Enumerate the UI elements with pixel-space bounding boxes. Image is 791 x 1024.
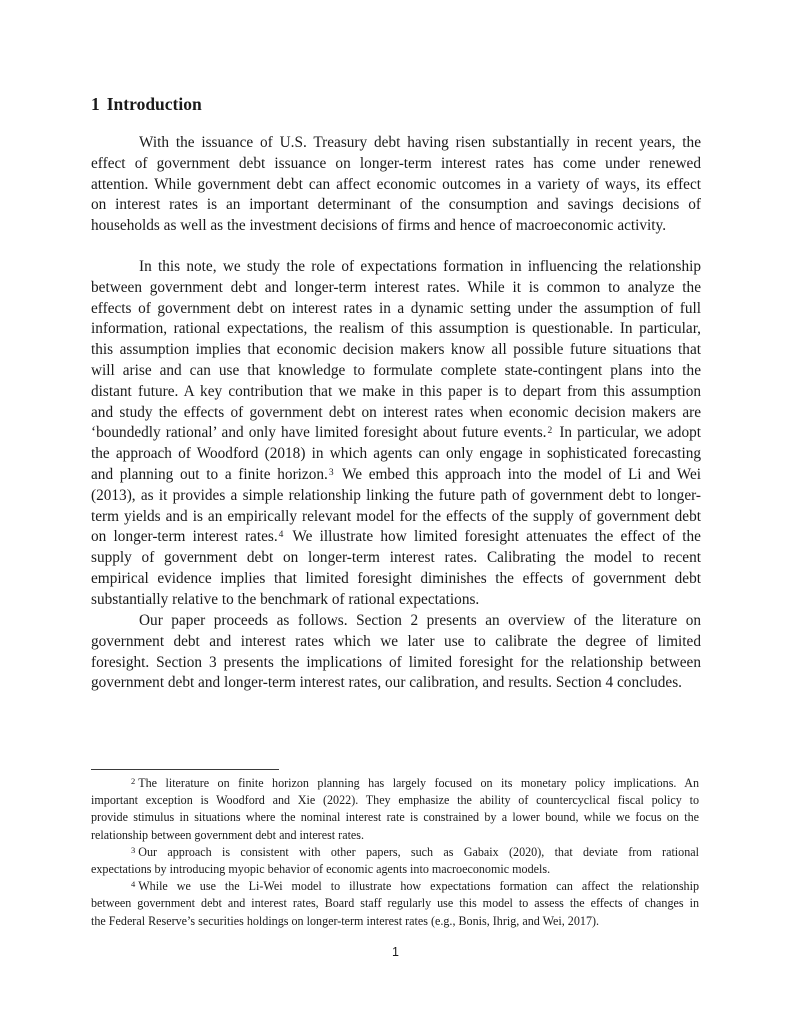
paragraph-line: distant future. A key contribution that we make in this paper is to depart from this assumption: [91, 382, 701, 400]
paragraph-line: households as well as the investment decisions of firms and hence of macroeconomic activity.: [91, 217, 667, 235]
footnote-line: expectations by introducing myopic behavior of economic agents into macroeconomic models.: [91, 861, 551, 876]
footnote-marker-2: 2: [131, 776, 136, 786]
footnote-marker-3: 3: [131, 844, 136, 855]
footnote-text: While we use the Li-Wei model to illustrate how expectations formation can affect the relationship: [138, 879, 699, 894]
paragraph-line: between government debt and longer-term interest rates. While it is common to analyze the: [91, 278, 701, 296]
paragraph-line: this assumption implies that economic decision makers know all possible future situations that: [91, 341, 701, 359]
paragraph-line: effect of government debt issuance on longer-term interest rates has come under renewed: [91, 154, 701, 172]
paragraph-line: the approach of Woodford (2018) in which agents can only engage in sophisticated forecasting: [91, 445, 701, 463]
footnote-line: important exception is Woodford and Xie (2022). They emphasize the ability of countercyclical fiscal policy to: [91, 793, 699, 808]
line-segment: We embed this approach into the model of Li and Wei: [342, 465, 701, 483]
paragraph-line: will arise and can use that knowledge to formulate complete state-contingent plans into the: [91, 361, 701, 379]
footnote-line: the Federal Reserve’s securities holdings on longer-term interest rates (e.g., Bonis, Ihrig, and Wei, 2017).: [91, 913, 600, 928]
footnote-line: relationship between government debt and interest rates.: [91, 827, 365, 842]
paragraph-line: attention. While government debt can affect economic outcomes in a variety of ways, its effect: [91, 175, 701, 193]
paragraph-line: effects of government debt on interest rates in a dynamic setting under the assumption of full: [91, 299, 701, 317]
paragraph-line: government debt and longer-term interest rates, our calibration, and results. Section 4 concludes.: [91, 674, 682, 692]
paragraph-line: In this note, we study the role of expectations formation in influencing the relationship: [139, 258, 701, 275]
paragraph-line: Our paper proceeds as follows. Section 2 presents an overview of the literature on: [139, 612, 701, 629]
paragraph-line: foresight. Section 3 presents the implications of limited foresight for the relationship between: [91, 653, 701, 671]
footnote-ref-4[interactable]: 4: [278, 530, 284, 541]
section-title: Introduction: [106, 94, 202, 114]
footnote-ref-2[interactable]: 2: [547, 426, 553, 437]
footnotes: [91, 775, 699, 930]
footnote-text: The literature on finite horizon planning has largely focused on its monetary policy implications. An: [138, 776, 699, 790]
line-segment: and planning out to a finite horizon.: [91, 465, 328, 483]
paragraph-line: (2013), as it provides a simple relationship linking the future path of government debt to longer-: [91, 486, 701, 504]
footnote-line: [91, 775, 699, 792]
line-segment: In particular, we adopt: [559, 424, 701, 442]
footnote-ref-3[interactable]: 3: [328, 467, 334, 478]
paragraph-1: [91, 133, 701, 237]
paragraph-3: [91, 611, 701, 694]
paragraph-line: on interest rates is an important determinant of the consumption and savings decisions of: [91, 196, 701, 214]
footnote-line: [91, 878, 699, 895]
paragraph-line: empirical evidence implies that limited foresight diminishes the effects of government debt: [91, 569, 701, 587]
paragraph-line: substantially relative to the benchmark of rational expectations.: [91, 590, 480, 608]
paragraph-line: With the issuance of U.S. Treasury debt having risen substantially in recent years, the: [139, 134, 701, 151]
line-segment: We illustrate how limited foresight attenuates the effect of the: [292, 528, 701, 546]
paragraph-line: and study the effects of government debt on interest rates when economic decision makers are: [91, 403, 701, 421]
paragraph-2: [91, 257, 701, 611]
footnote-line: provide stimulus in situations where the nominal interest rate is constrained by a lower bound, while we focus on the: [91, 810, 699, 825]
line-segment: ‘boundedly rational’ and only have limited foresight about future events.: [91, 424, 547, 442]
footnote-line: between government debt and interest rates, Board staff regularly use this model to assess the effects of changes in: [91, 896, 699, 911]
paragraph-line: [91, 423, 701, 444]
footnote-line: [91, 844, 699, 861]
paragraph-line: government debt and interest rates which we later use to calibrate the degree of limited: [91, 632, 701, 650]
paragraph-line: term yields and is an empirically relevant model for the effects of the supply of government debt: [91, 507, 701, 525]
page-number: 1: [392, 945, 399, 959]
paragraph-line: supply of government debt on longer-term interest rates. Calibrating the model to recent: [91, 549, 701, 567]
paragraph-line: [91, 465, 701, 486]
footnote-separator: [91, 769, 279, 770]
section-number: 1: [91, 94, 100, 114]
section-heading: [91, 92, 202, 116]
paragraph-line: [91, 527, 701, 548]
paragraph-line: information, rational expectations, the realism of this assumption is questionable. In particular,: [91, 320, 701, 338]
footnote-text: Our approach is consistent with other papers, such as Gabaix (2020), that deviate from rational: [138, 844, 699, 859]
footnote-marker-4: 4: [131, 879, 136, 890]
line-segment: on longer-term interest rates.: [91, 528, 278, 546]
